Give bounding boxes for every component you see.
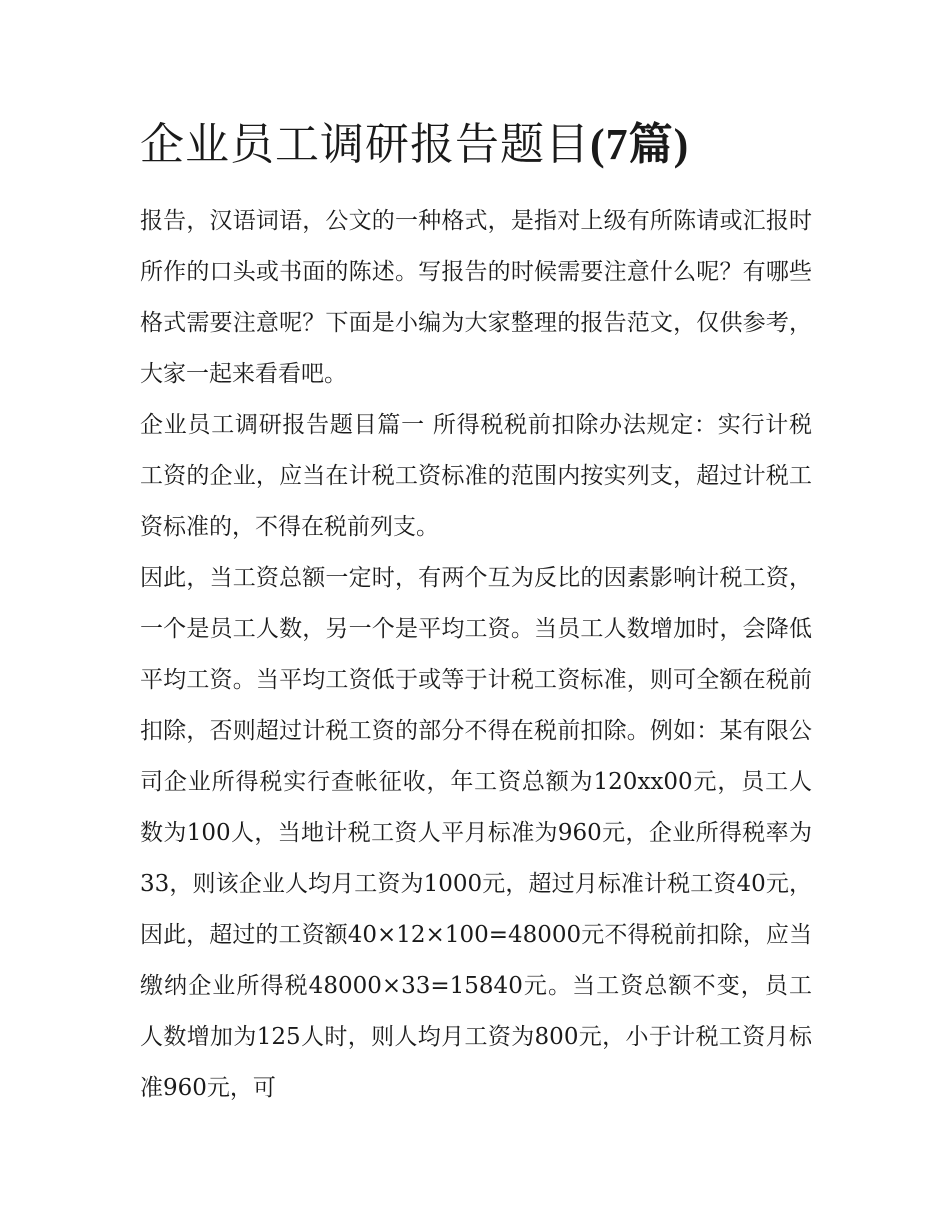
title-suffix: (7篇) bbox=[590, 120, 690, 169]
paragraph-example: 因此，当工资总额一定时，有两个互为反比的因素影响计税工资，一个是员工人数，另一个是平均工资。当员工人数增加时，会降低平均工资。当平均工资低于或等于计税工资标准，则可全额在税前扣除，否则超过计税工资的部分不得在税前扣除。例如：某有限公司企业所得税实行查帐征收，年工资总额为120xx00元，员工人数为100人，当地计税工资人平月标准为960元，企业所得税率为33，则该企业人均月工资为1000元，超过月标准计税工资40元，因此，超过的工资额40×12×100=48000元不得税前扣除，应当缴纳企业所得税48000×33=15840元。当工资总额不变，员工人数增加为125人时，则人均月工资为800元，小于计税工资月标准960元，可 bbox=[140, 565, 812, 1101]
paragraph-intro: 报告，汉语词语，公文的一种格式，是指对上级有所陈请或汇报时所作的口头或书面的陈述。写报告的时候需要注意什么呢？有哪些格式需要注意呢？下面是小编为大家整理的报告范文，仅供参考，大家一起来看看吧。 bbox=[140, 208, 812, 387]
paragraph-section-one: 企业员工调研报告题目篇一 所得税税前扣除办法规定：实行计税工资的企业，应当在计税工资标准的范围内按实列支，超过计税工资标准的，不得在税前列支。 bbox=[140, 412, 812, 540]
title-main: 企业员工调研报告题目 bbox=[140, 119, 590, 170]
page-title bbox=[140, 112, 840, 178]
document-body bbox=[140, 196, 812, 1114]
